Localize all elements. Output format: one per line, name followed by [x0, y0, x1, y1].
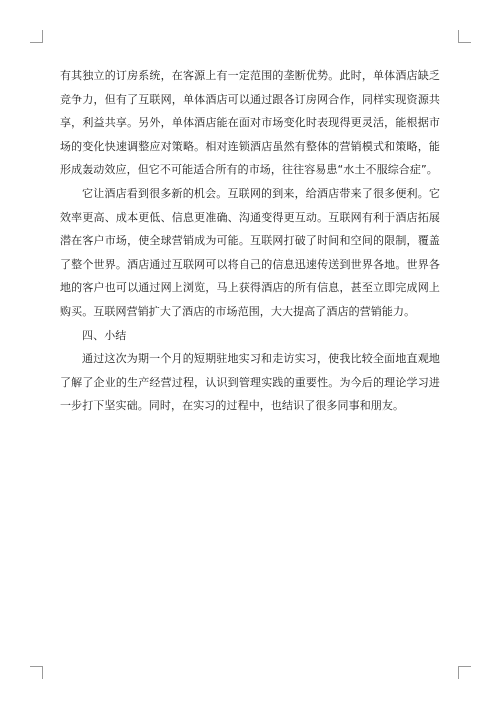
crop-mark-top-left [30, 30, 43, 43]
paragraph-conclusion: 通过这次为期一个月的短期驻地实习和走访实习，使我比较全面地直观地了解了企业的生产经营过程，认识到管理实践的重要性。为今后的理论学习进一步打下坚实础。同时，在实习的过程中，也结识了很多同事和朋友。 [60, 352, 440, 413]
document-body [60, 64, 440, 418]
paragraph-hotel-booking-systems: 有其独立的订房系统，在客源上有一定范围的垄断优势。此时，单体酒店缺乏竞争力，但有了互联网，单体酒店可以通过跟各订房网合作，同样实现资源共享，利益共享。另外，单体酒店能在面对市场变化时表现得更灵活，能根据市场的变化快速调整应对策略。相对连锁酒店虽然有整体的营销模式和策略，能形成轰动效应，但它不可能适合所有的市场，往往容易患“水土不服综合症”。 [60, 69, 440, 177]
crop-mark-bottom-right [458, 666, 471, 679]
crop-mark-bottom-left [30, 666, 43, 679]
paragraph-internet-opportunities: 它让酒店看到很多新的机会。互联网的到来，给酒店带来了很多便利。它效率更高、成本更低、信息更准确、沟通变得更互动。互联网有利于酒店拓展潜在客户市场，使全球营销成为可能。互联网打破了时间和空间的限制，覆盖了整个世界。酒店通过互联网可以将自己的信息迅速传送到世界各地。世界各地的客户也可以通过网上浏览，马上获得酒店的所有信息，甚至立即完成网上购买。互联网营销扩大了酒店的市场范围，大大提高了酒店的营销能力。 [60, 186, 440, 318]
crop-mark-top-right [458, 30, 471, 43]
section-heading-summary: 四、小结 [82, 328, 127, 342]
